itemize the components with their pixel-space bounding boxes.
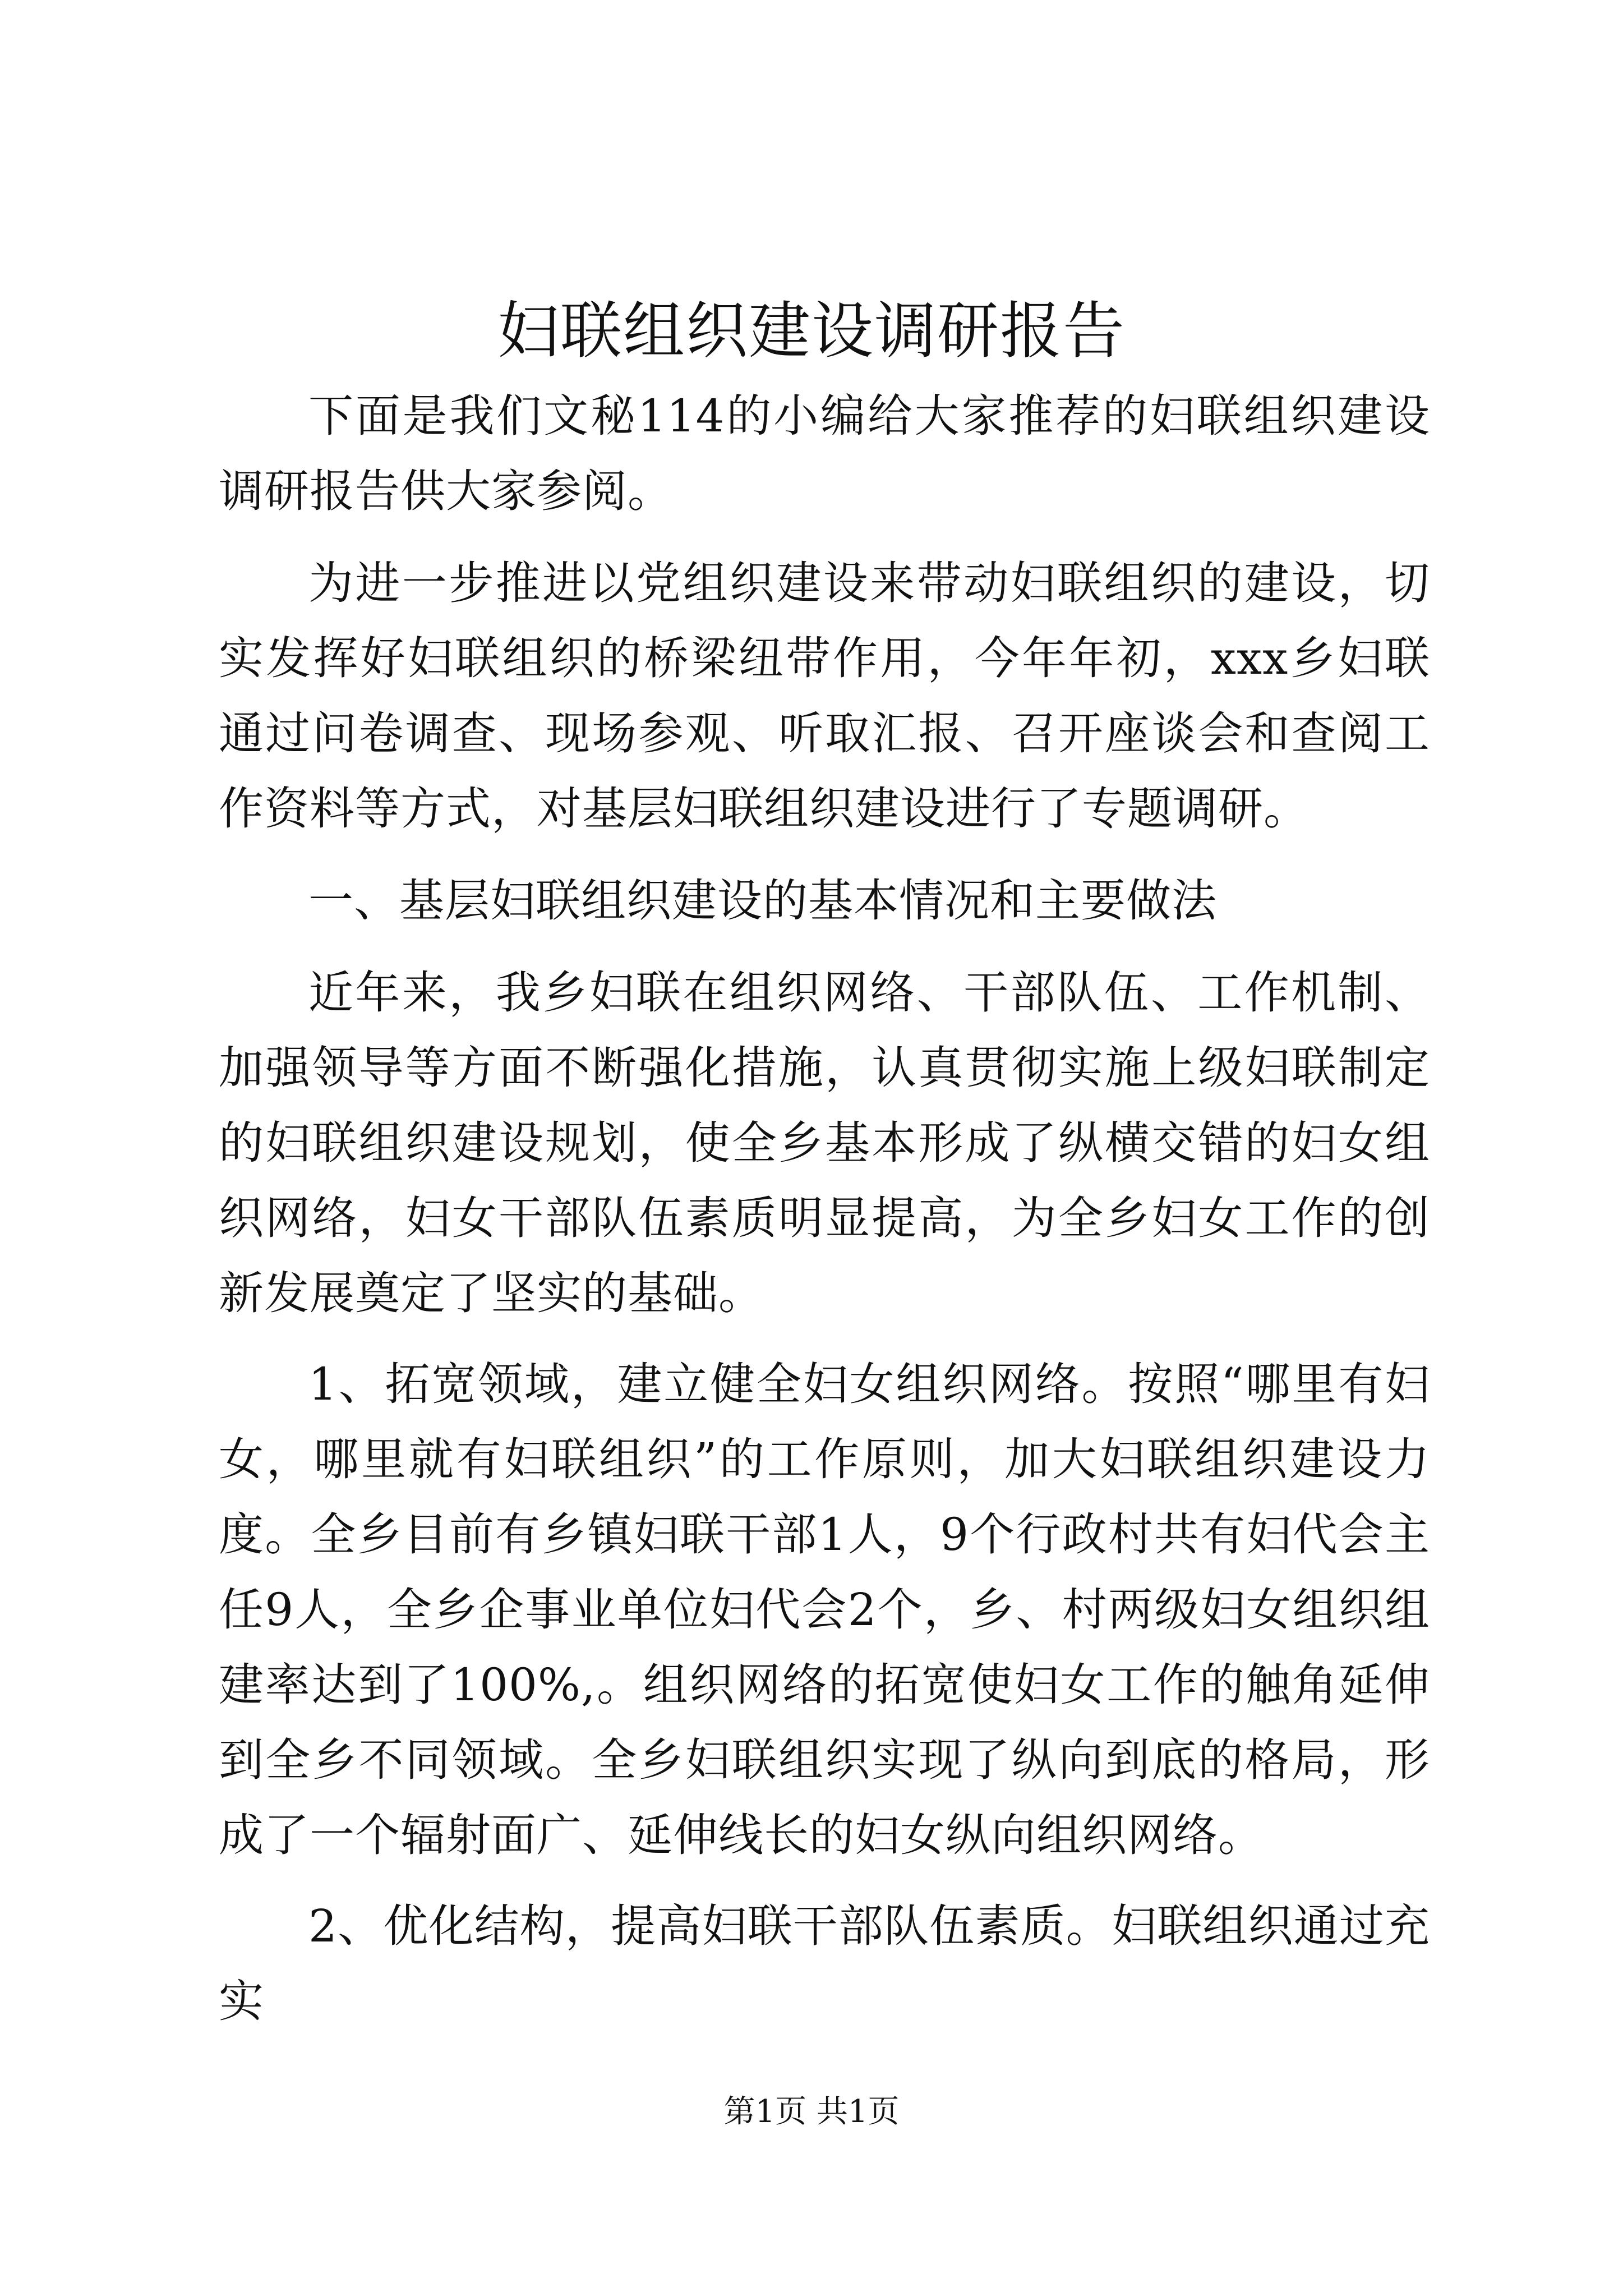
document-body	[219, 379, 1430, 2039]
section-heading-1: 一、基层妇联组织建设的基本情况和主要做法	[308, 875, 1217, 927]
paragraph-point-1: 1、拓宽领域，建立健全妇女组织网络。按照“哪里有妇女，哪里就有妇联组织”的工作原则，加大妇联组织建设力度。全乡目前有乡镇妇联干部1人，9个行政村共有妇代会主任9人，全乡企事业单位妇代会2个，乡、村两级妇女组织组建率达到了100%,。组织网络的拓宽使妇女工作的触角延伸到全乡不同领域。全乡妇联组织实现了纵向到底的格局，形成了一个辐射面广、延伸线长的妇女纵向组织网络。	[219, 1358, 1430, 1861]
paragraph-background: 为进一步推进以党组织建设来带动妇联组织的建设，切实发挥好妇联组织的桥梁纽带作用，今年年初，xxx乡妇联通过问卷调查、现场参观、听取汇报、召开座谈会和查阅工作资料等方式，对基层妇联组织建设进行了专题调研。	[219, 557, 1430, 835]
paragraph-overview: 近年来，我乡妇联在组织网络、干部队伍、工作机制、加强领导等方面不断强化措施，认真贯彻实施上级妇联制定的妇联组织建设规划，使全乡基本形成了纵横交错的妇女组织网络，妇女干部队伍素质明显提高，为全乡妇女工作的创新发展奠定了坚实的基础。	[219, 967, 1430, 1319]
page-number-footer: 第1页 共1页	[723, 2093, 900, 2130]
document-title: 妇联组织建设调研报告	[497, 295, 1126, 367]
paragraph-intro: 下面是我们文秘114的小编给大家推荐的妇联组织建设调研报告供大家参阅。	[219, 390, 1430, 517]
paragraph-point-2: 2、优化结构，提高妇联干部队伍素质。妇联组织通过充实	[219, 1900, 1430, 2027]
